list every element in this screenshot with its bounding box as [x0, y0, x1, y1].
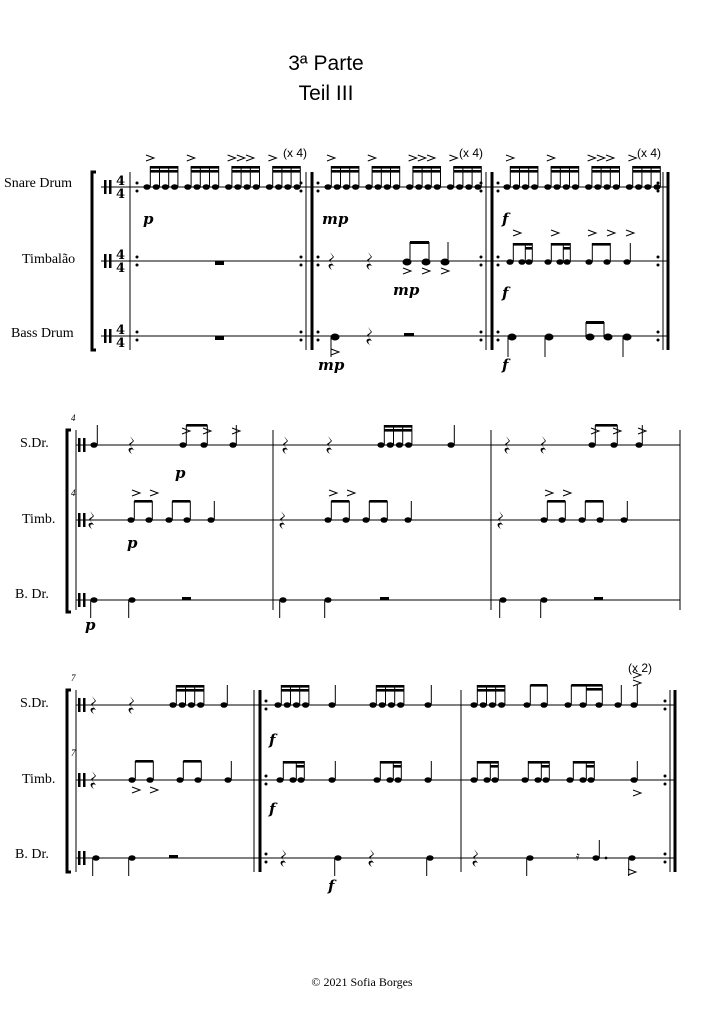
notehead [579, 777, 586, 783]
notehead [470, 777, 477, 783]
dynamic-f: f [269, 800, 276, 818]
dynamic-mp: mp [322, 210, 349, 228]
accent-mark [545, 490, 553, 496]
notehead [328, 777, 335, 783]
notehead [506, 259, 513, 265]
notehead [426, 855, 433, 861]
notehead [379, 702, 386, 708]
accent-mark [633, 672, 641, 678]
measure-number-7b: 7 [71, 748, 76, 758]
dynamic-f: f [502, 210, 509, 228]
notehead [90, 597, 97, 603]
notehead [526, 855, 533, 861]
notehead [628, 855, 635, 861]
notehead [626, 184, 633, 190]
notehead [594, 184, 601, 190]
notehead [540, 597, 547, 603]
accent-mark [607, 230, 615, 236]
notehead [415, 184, 422, 190]
notehead [234, 184, 241, 190]
whole-rest [215, 261, 224, 265]
notehead [284, 184, 291, 190]
notehead [620, 517, 627, 523]
svg-text:4: 4 [116, 248, 126, 263]
notehead [534, 777, 541, 783]
accent-mark [228, 155, 236, 161]
repeat-count-sys3: (x 2) [628, 661, 652, 675]
notehead [169, 702, 176, 708]
notehead [229, 442, 236, 448]
notehead [377, 442, 384, 448]
notehead [585, 184, 592, 190]
notehead [289, 777, 296, 783]
notehead [424, 702, 431, 708]
notehead [572, 184, 579, 190]
accent-mark [347, 490, 355, 496]
accent-mark [633, 790, 641, 796]
accent-mark [551, 230, 559, 236]
notehead [630, 777, 637, 783]
notehead [630, 702, 637, 708]
sixteenth-rest: 𝄿 [576, 849, 580, 863]
notehead [165, 517, 172, 523]
instrument-label-snare: Snare Drum [4, 176, 73, 191]
notehead [447, 442, 454, 448]
notehead [334, 855, 341, 861]
notehead [585, 259, 592, 265]
notehead [518, 259, 525, 265]
accent-mark [563, 490, 571, 496]
notehead [424, 184, 431, 190]
accent-mark [449, 155, 457, 161]
notehead [224, 777, 231, 783]
notehead [556, 259, 563, 265]
repeat-count-2: (x 4) [459, 146, 483, 160]
notehead [613, 184, 620, 190]
notehead [352, 184, 359, 190]
measure-number-4b: 4 [71, 488, 76, 498]
notehead [544, 184, 551, 190]
notehead [183, 517, 190, 523]
score-subtitle: Teil III [298, 82, 354, 105]
instrument-label-bdr-3: B. Dr. [15, 847, 49, 862]
notehead [579, 702, 586, 708]
notehead [220, 702, 227, 708]
instrument-label-timb-2: Timb. [22, 512, 56, 527]
notehead [324, 517, 331, 523]
notehead [393, 184, 400, 190]
accent-mark [506, 155, 514, 161]
notehead [406, 184, 413, 190]
svg-text:4: 4 [116, 187, 126, 202]
notehead [396, 442, 403, 448]
accent-mark [418, 155, 426, 161]
dynamic-p: p [143, 210, 154, 228]
accent-mark [628, 155, 636, 161]
notehead [193, 184, 200, 190]
notehead [542, 777, 549, 783]
notehead [498, 702, 505, 708]
notehead [563, 184, 570, 190]
notehead [334, 184, 341, 190]
notehead [456, 184, 463, 190]
notehead [563, 259, 570, 265]
half-rest [380, 597, 389, 600]
notehead [146, 777, 153, 783]
notehead [179, 442, 186, 448]
notehead [491, 777, 498, 783]
notehead [128, 597, 135, 603]
notehead [588, 442, 595, 448]
svg-text:4: 4 [116, 323, 126, 338]
dynamic-p: p [85, 616, 96, 634]
dynamic-f: f [502, 356, 509, 374]
notehead [184, 184, 191, 190]
notehead [162, 184, 169, 190]
notehead [596, 517, 603, 523]
notehead [564, 702, 571, 708]
time-signature: 4 [116, 174, 126, 189]
notehead [595, 702, 602, 708]
accent-mark [547, 155, 555, 161]
accent-mark [626, 230, 634, 236]
notehead [284, 702, 291, 708]
notehead [386, 777, 393, 783]
notehead [513, 184, 520, 190]
notehead [207, 517, 214, 523]
notehead [197, 702, 204, 708]
dynamic-f: f [328, 877, 335, 895]
notehead [203, 184, 210, 190]
accent-mark [132, 490, 140, 496]
notehead [374, 184, 381, 190]
notehead [143, 184, 150, 190]
half-rest [594, 597, 603, 600]
notehead [531, 184, 538, 190]
notehead [483, 777, 490, 783]
measure-number-4a: 4 [71, 413, 76, 423]
notehead [388, 702, 395, 708]
notehead [302, 702, 309, 708]
notehead [92, 855, 99, 861]
notehead [623, 259, 630, 265]
dynamic-mp: mp [393, 281, 420, 299]
repeat-count-3: (x 4) [637, 146, 661, 160]
notehead [384, 184, 391, 190]
notehead [465, 184, 472, 190]
dynamic-mp: mp [318, 356, 345, 374]
accent-mark [606, 155, 614, 161]
notehead [489, 702, 496, 708]
instrument-label-timb-3: Timb. [22, 772, 56, 787]
notehead [644, 184, 651, 190]
notehead [128, 777, 135, 783]
instrument-label-sdr-3: S.Dr. [20, 696, 49, 711]
snare-notes-system1 [143, 155, 660, 190]
dynamic-f: f [269, 731, 276, 749]
notehead [523, 702, 530, 708]
accent-mark [150, 490, 158, 496]
notehead [610, 442, 617, 448]
notehead [274, 702, 281, 708]
system-2 [67, 424, 680, 634]
accent-mark [597, 155, 605, 161]
notehead [522, 184, 529, 190]
notehead [587, 777, 594, 783]
notehead [566, 777, 573, 783]
notehead [293, 184, 300, 190]
half-rest [169, 855, 178, 858]
notehead [266, 184, 273, 190]
notehead [324, 184, 331, 190]
notehead [603, 184, 610, 190]
dynamic-p: p [127, 534, 138, 552]
accent-mark [409, 155, 417, 161]
notehead [540, 517, 547, 523]
accent-mark [427, 155, 435, 161]
accent-mark [513, 230, 521, 236]
notehead [380, 517, 387, 523]
instrument-label-bass: Bass Drum [11, 326, 74, 341]
notehead [558, 517, 565, 523]
notehead [553, 184, 560, 190]
half-rest [182, 597, 191, 600]
svg-text:4: 4 [116, 261, 126, 276]
accent-mark [237, 155, 245, 161]
notehead [404, 517, 411, 523]
notehead [225, 184, 232, 190]
notehead [343, 184, 350, 190]
notehead [474, 184, 481, 190]
notehead [342, 517, 349, 523]
notehead [243, 184, 250, 190]
accent-mark [132, 787, 140, 793]
notehead [592, 855, 599, 861]
notehead [297, 777, 304, 783]
notehead [128, 855, 135, 861]
accent-mark [246, 155, 254, 161]
dynamic-f: f [502, 284, 509, 302]
notehead [387, 442, 394, 448]
accent-mark [187, 155, 195, 161]
notehead [362, 517, 369, 523]
notehead [253, 184, 260, 190]
notehead [276, 777, 283, 783]
accent-mark [588, 155, 596, 161]
timbalao-notes-m3 [506, 230, 634, 265]
notehead [212, 184, 219, 190]
notehead [405, 442, 412, 448]
notehead [293, 702, 300, 708]
notehead [145, 517, 152, 523]
instrument-label-bdr-2: B. Dr. [15, 587, 49, 602]
notehead [275, 184, 282, 190]
notehead [499, 597, 506, 603]
measure-number-7a: 7 [71, 673, 76, 683]
accent-mark [146, 155, 154, 161]
notehead [521, 777, 528, 783]
notehead [653, 184, 660, 190]
notehead [153, 184, 160, 190]
accent-mark [368, 155, 376, 161]
notehead [127, 517, 134, 523]
notehead [394, 777, 401, 783]
instrument-label-sdr-2: S.Dr. [20, 436, 49, 451]
accent-mark [150, 787, 158, 793]
notehead [525, 259, 532, 265]
system3-notes [91, 672, 641, 876]
notehead [324, 597, 331, 603]
notehead [447, 184, 454, 190]
notehead [90, 442, 97, 448]
system-1 [92, 155, 668, 374]
notehead [603, 259, 610, 265]
notehead [369, 702, 376, 708]
notehead [176, 777, 183, 783]
notehead [328, 702, 335, 708]
score-title: 3ª Parte [288, 52, 364, 75]
notehead [171, 184, 178, 190]
notehead [279, 597, 286, 603]
accent-mark [268, 155, 276, 161]
notehead [424, 777, 431, 783]
accent-mark [329, 490, 337, 496]
accent-mark [588, 230, 596, 236]
notehead [397, 702, 404, 708]
notehead [373, 777, 380, 783]
notehead [480, 702, 487, 708]
notehead [200, 442, 207, 448]
accent-mark [327, 155, 335, 161]
system2-notes [89, 424, 646, 618]
notehead [635, 442, 642, 448]
notehead [540, 702, 547, 708]
notehead [544, 259, 551, 265]
notehead [179, 702, 186, 708]
dynamic-p: p [175, 464, 186, 482]
notehead [194, 777, 201, 783]
notehead [635, 184, 642, 190]
repeat-count-1: (x 4) [283, 146, 307, 160]
notehead [470, 702, 477, 708]
notehead [614, 702, 621, 708]
notehead [503, 184, 510, 190]
copyright: © 2021 Sofia Borges [311, 975, 413, 989]
notehead [578, 517, 585, 523]
system-3 [67, 672, 676, 895]
notehead [434, 184, 441, 190]
notehead [188, 702, 195, 708]
svg-text:4: 4 [116, 336, 126, 351]
notehead [365, 184, 372, 190]
instrument-label-timbalao: Timbalão [22, 252, 76, 267]
